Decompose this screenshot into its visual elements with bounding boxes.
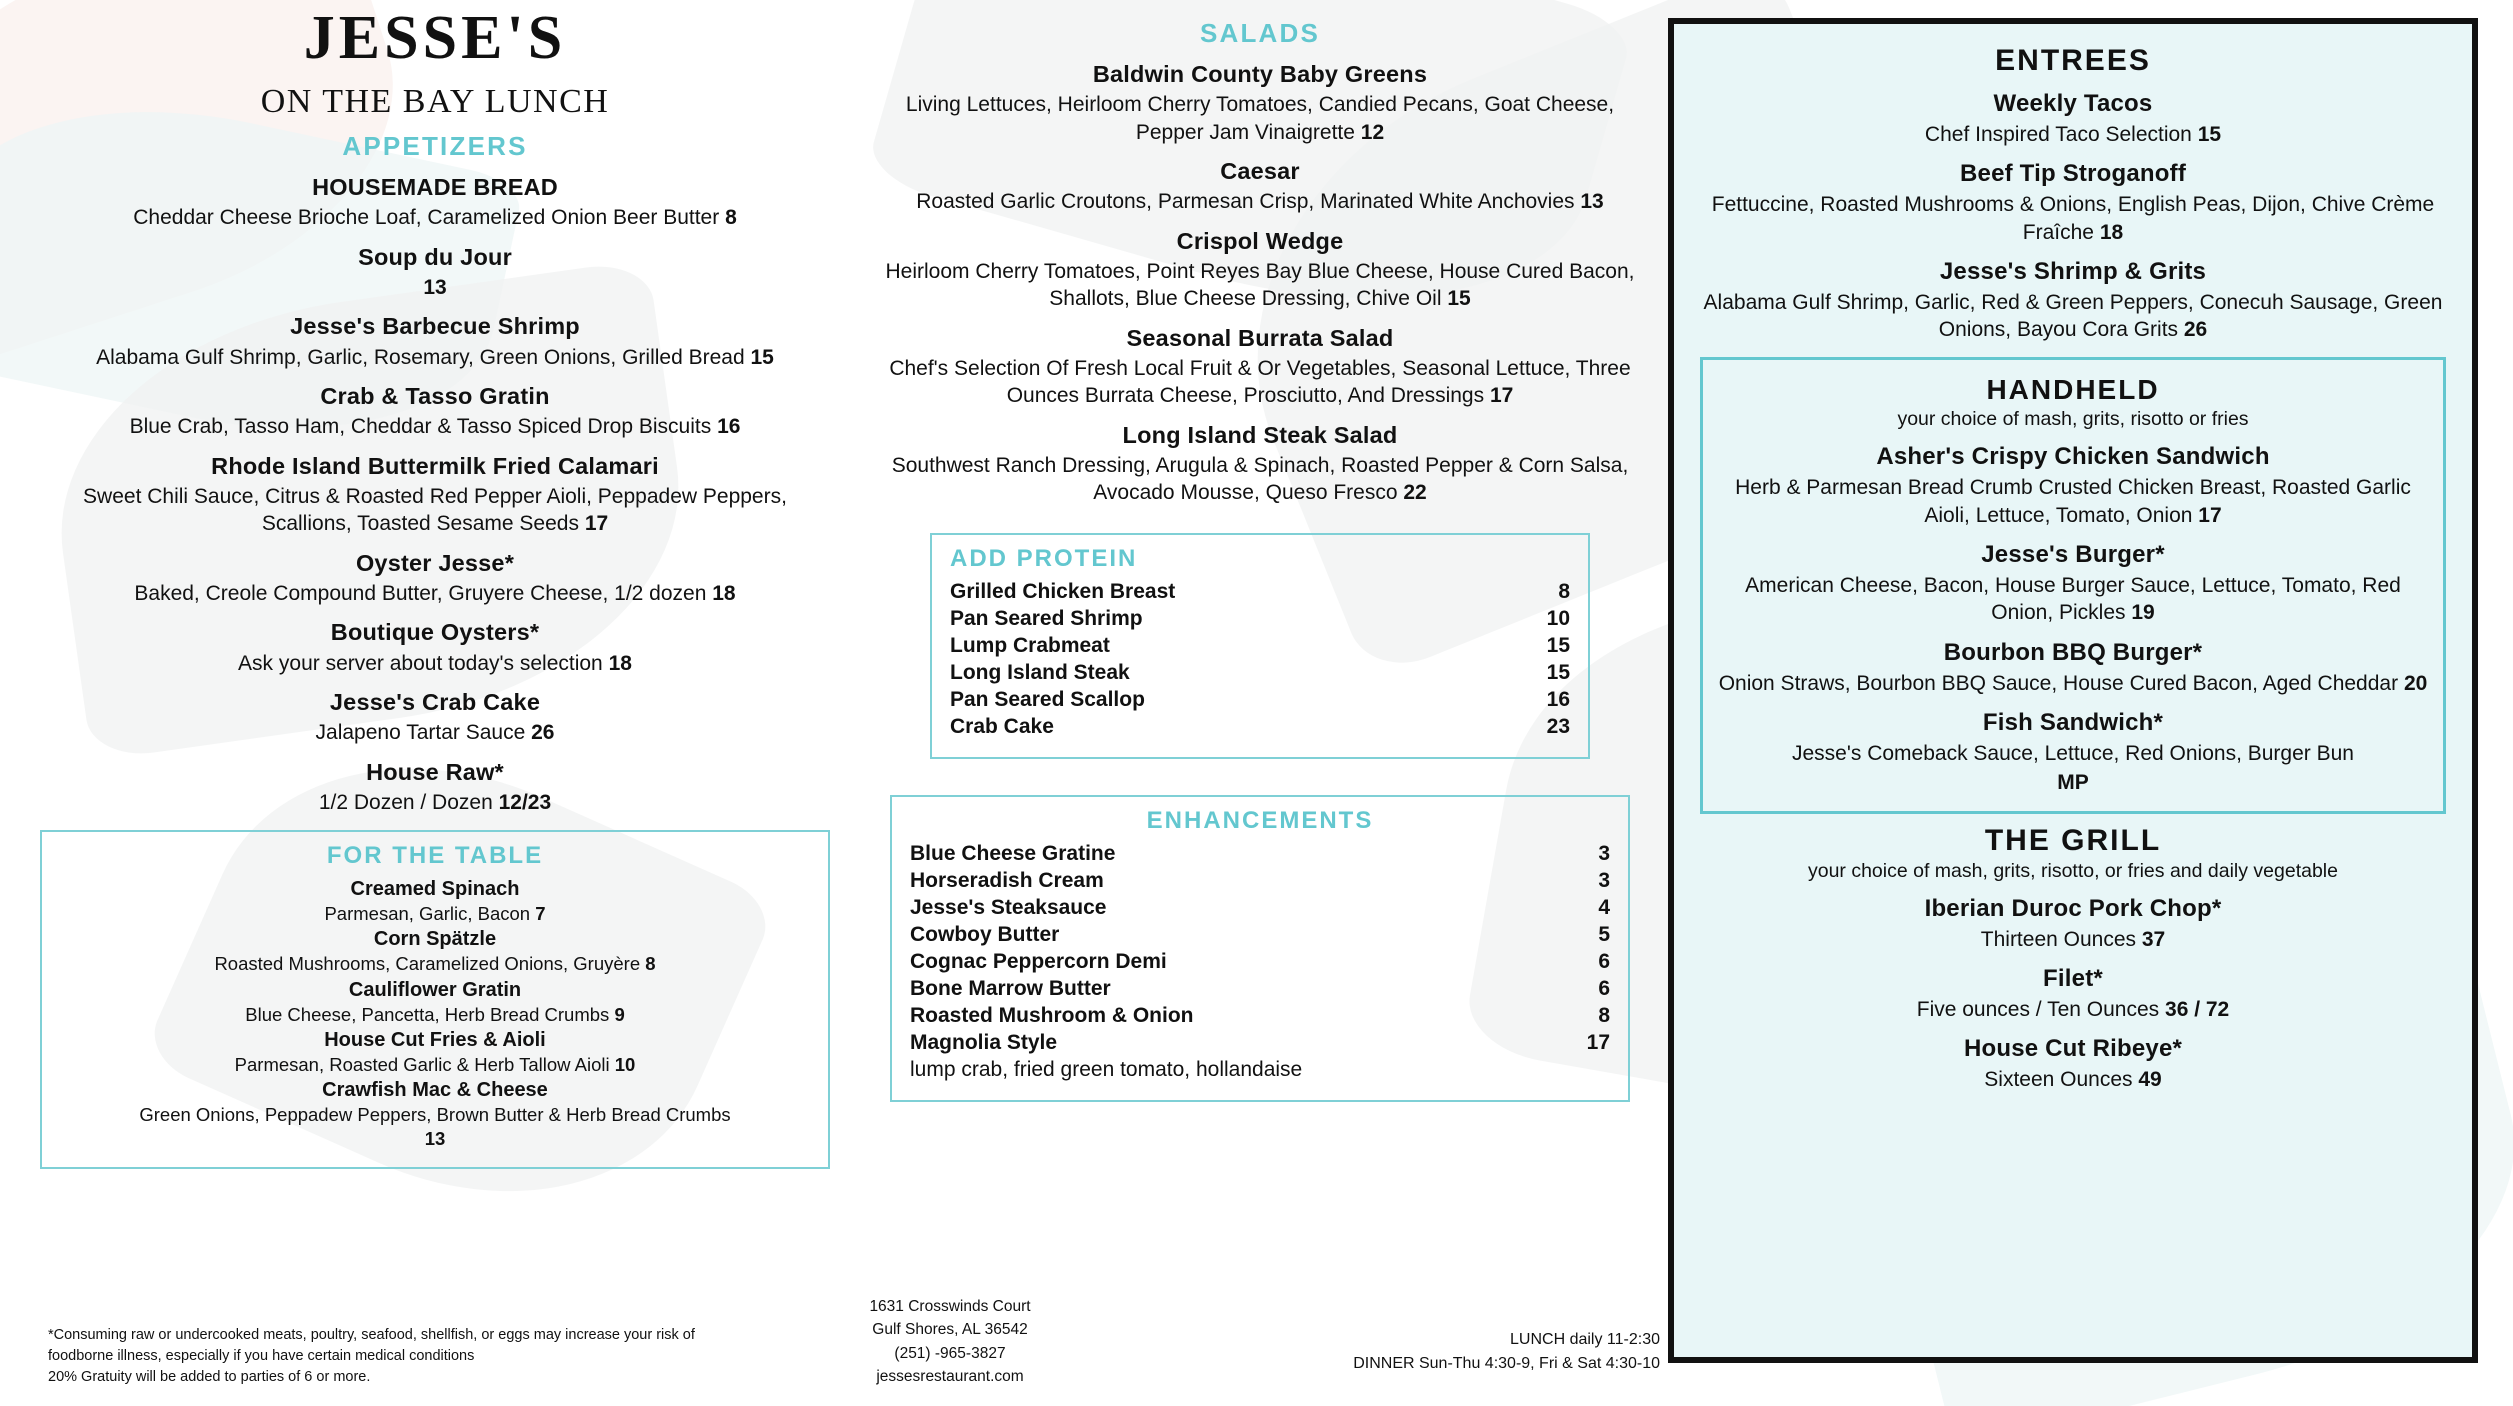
table-row: Magnolia Style 17: [910, 1031, 1610, 1055]
item-price: 17: [1489, 384, 1514, 408]
menu-item: [1700, 1034, 2446, 1093]
item-desc: Blue Crab, Tasso Ham, Cheddar & Tasso Spiced Drop Biscuits 16: [129, 415, 741, 439]
menu-item: [40, 312, 830, 371]
item-price: 15: [1447, 287, 1471, 311]
restaurant-name: JESSE'S: [303, 4, 567, 72]
item-name: House Cut Ribeye*: [1963, 1035, 2183, 1063]
salads-list: [880, 60, 1640, 507]
menu-item: [1700, 159, 2446, 246]
item-price: 12/23: [498, 791, 552, 815]
item-name: Weekly Tacos: [1993, 90, 2153, 117]
item-price: MP: [2057, 771, 2089, 795]
item-desc: Chef Inspired Taco Selection 15: [1924, 123, 2222, 146]
item-desc: Living Lettuces, Heirloom Cherry Tomatoes, Candied Pecans, Goat Cheese, Pepper Jam Vinaigrette 12: [905, 93, 1615, 144]
website-link[interactable]: jessesrestaurant.com: [876, 1367, 1024, 1385]
menu-item: [1700, 89, 2446, 148]
item-name: Boutique Oysters*: [330, 619, 540, 646]
item-desc: Chef's Selection Of Fresh Local Fruit & Or Vegetables, Seasonal Lettuce, Three Ounces Burrata Cheese, Prosciutto, And Dressings 17: [889, 356, 1631, 408]
item-price: 12: [1360, 120, 1385, 144]
menu-item: [880, 421, 1640, 507]
item-name: Soup du Jour: [358, 243, 512, 270]
table-row: Cowboy Butter 5: [910, 923, 1610, 947]
item-name: Crab & Tasso Gratin: [320, 383, 550, 410]
table-row: Cognac Peppercorn Demi 6: [910, 950, 1610, 974]
item-name: Jesse's Barbecue Shrimp: [290, 313, 580, 340]
menu-item: [40, 688, 830, 747]
item-desc: Sweet Chili Sauce, Citrus & Roasted Red Pepper Aioli, Peppadew Peppers, Scallions, Toasted Sesame Seeds 17: [83, 485, 787, 536]
menu-item: [40, 549, 830, 608]
item-name: Caesar: [1220, 157, 1300, 184]
item-name: Rhode Island Buttermilk Fried Calamari: [211, 452, 659, 479]
dinner-hours: DINNER Sun-Thu 4:30-9, Fri & Sat 4:30-10: [1353, 1355, 1660, 1372]
item-price: 15: [750, 345, 774, 369]
item-price: 13: [1580, 190, 1604, 214]
list-item: Crawfish Mac & Cheese Green Onions, Peppadew Peppers, Brown Butter & Herb Bread Crumbs 13: [139, 1078, 731, 1149]
appetizers-heading: APPETIZERS: [342, 131, 528, 162]
item-name: Jesse's Shrimp & Grits: [1939, 257, 2207, 285]
menu-item: [1717, 708, 2429, 797]
item-desc: Onion Straws, Bourbon BBQ Sauce, House Cured Bacon, Aged Cheddar 20: [1718, 671, 2428, 695]
item-price: 8: [725, 206, 737, 230]
item-price: 36 / 72: [2165, 997, 2230, 1021]
table-row: [910, 1057, 1610, 1084]
item-name: Fish Sandwich*: [1982, 708, 2164, 736]
grill-note: your choice of mash, grits, risotto, or fries and daily vegetable: [1807, 859, 2338, 882]
item-name: Oyster Jesse*: [355, 549, 515, 576]
item-name: House Raw*: [366, 758, 504, 785]
item-price: 22: [1403, 481, 1427, 505]
footer-disclaimer-block: [48, 1325, 748, 1388]
item-name: HOUSEMADE BREAD: [312, 174, 558, 201]
list-item: Corn Spätzle Roasted Mushrooms, Caramelized Onions, Gruyère 8: [214, 928, 656, 975]
item-desc: Jesse's Comeback Sauce, Lettuce, Red Onions, Burger Bun: [1792, 741, 2354, 765]
item-name: Filet*: [2043, 964, 2103, 992]
table-row: Blue Cheese Gratine 3: [910, 842, 1610, 866]
entrees-panel: [1668, 18, 2478, 1363]
add-protein-box: [930, 533, 1590, 759]
item-price: 16: [717, 415, 741, 439]
item-desc: Fettuccine, Roasted Mushrooms & Onions, English Peas, Dijon, Chive Crème Fraîche 18: [1711, 193, 2435, 244]
item-price: 19: [2131, 601, 2155, 625]
item-desc: Alabama Gulf Shrimp, Garlic, Rosemary, Green Onions, Grilled Bread 15: [96, 345, 774, 369]
menu-subtitle: ON THE BAY LUNCH: [260, 83, 610, 121]
item-desc: Heirloom Cherry Tomatoes, Point Reyes Bay Blue Cheese, House Cured Bacon, Shallots, Blue Cheese Dressing, Chive Oil 15: [885, 260, 1635, 311]
footer-hours-block: [1200, 1328, 1660, 1376]
menu-item: [880, 324, 1640, 410]
appetizers-list: [40, 173, 830, 816]
item-desc: Jalapeno Tartar Sauce 26: [315, 721, 555, 745]
enhancements-footnote: lump crab, fried green tomato, hollandaise: [910, 1058, 1303, 1082]
item-desc: 1/2 Dozen / Dozen 12/23: [318, 791, 552, 815]
item-name: Seasonal Burrata Salad: [1126, 324, 1394, 351]
item-desc: Thirteen Ounces 37: [1980, 927, 2166, 951]
left-column: [40, 0, 830, 1169]
address-line-2: Gulf Shores, AL 36542: [872, 1321, 1028, 1339]
list-item: Cauliflower Gratin Blue Cheese, Pancetta, Herb Bread Crumbs 9: [245, 978, 625, 1025]
item-desc: [40, 274, 830, 301]
menu-item: [40, 452, 830, 538]
item-desc: Sixteen Ounces 49: [1984, 1068, 2162, 1092]
table-row: Crab Cake 23: [950, 715, 1570, 739]
item-name: Jesse's Burger*: [1981, 541, 2165, 569]
item-price: 18: [712, 582, 736, 606]
table-row: Grilled Chicken Breast 8: [950, 580, 1570, 604]
menu-item: [40, 243, 830, 302]
list-item: House Cut Fries & Aioli Parmesan, Roasted Garlic & Herb Tallow Aioli 10: [234, 1028, 636, 1075]
enhancements-box: [890, 795, 1630, 1102]
phone-number[interactable]: (251) -965-3827: [894, 1344, 1006, 1362]
gratuity-text: 20% Gratuity will be added to parties of 6 or more.: [48, 1368, 371, 1385]
item-name: Crispol Wedge: [1176, 227, 1344, 254]
item-price: 13: [423, 276, 447, 300]
for-the-table-heading: FOR THE TABLE: [326, 842, 544, 870]
disclaimer-text: *Consuming raw or undercooked meats, poultry, seafood, shellfish, or eggs may increase your risk of foodborne illness, especially if you have certain medical conditions: [48, 1326, 695, 1364]
item-desc: Herb & Parmesan Bread Crumb Crusted Chicken Breast, Roasted Garlic Aioli, Lettuce, Tomato, Onion 17: [1735, 476, 2411, 527]
salads-heading: SALADS: [1199, 18, 1321, 48]
menu-item: [1717, 442, 2429, 529]
item-price: 49: [2138, 1068, 2162, 1092]
item-name: Asher's Crispy Chicken Sandwich: [1876, 443, 2270, 471]
table-row: Long Island Steak 15: [950, 661, 1570, 685]
item-name: Bourbon BBQ Burger*: [1943, 638, 2203, 666]
item-price: 17: [584, 512, 609, 536]
list-item: Creamed Spinach Parmesan, Garlic, Bacon 7: [324, 878, 546, 925]
right-column: [1668, 18, 2478, 1363]
menu-item: [880, 60, 1640, 146]
address-line-1: 1631 Crosswinds Court: [869, 1298, 1031, 1315]
handheld-heading: HANDHELD: [1986, 374, 2160, 406]
menu-item: [1717, 638, 2429, 697]
enhancements-table: [910, 841, 1610, 1084]
item-desc: Ask your server about today's selection 18: [238, 651, 632, 675]
menu-item: [1700, 894, 2446, 953]
item-price: 18: [2099, 220, 2124, 244]
table-row: Roasted Mushroom & Onion 8: [910, 1004, 1610, 1028]
item-price: 15: [2197, 123, 2222, 146]
item-price: 18: [608, 651, 632, 675]
item-price: 26: [2183, 318, 2208, 342]
menu-item: [40, 758, 830, 817]
item-desc: Baked, Creole Compound Butter, Gruyere Cheese, 1/2 dozen 18: [134, 582, 736, 606]
item-name: Jesse's Crab Cake: [329, 689, 541, 716]
item-price: 26: [531, 721, 555, 745]
item-price: 20: [2403, 671, 2428, 695]
lunch-hours: LUNCH daily 11-2:30: [1510, 1331, 1660, 1348]
item-price: 17: [2198, 503, 2222, 527]
item-desc: Alabama Gulf Shrimp, Garlic, Red & Green Peppers, Conecuh Sausage, Green Onions, Bayou Cora Grits 26: [1703, 290, 2443, 342]
menu-item: [40, 173, 830, 232]
handheld-note: your choice of mash, grits, risotto or fries: [1897, 408, 2249, 431]
menu-item: [40, 382, 830, 441]
menu-item: [1700, 257, 2446, 344]
item-name: Beef Tip Stroganoff: [1959, 160, 2187, 188]
item-desc: Roasted Garlic Croutons, Parmesan Crisp, Marinated White Anchovies 13: [916, 190, 1604, 214]
table-row: Horseradish Cream 3: [910, 869, 1610, 893]
add-protein-heading: ADD PROTEIN: [950, 544, 1138, 572]
for-the-table-box: [40, 830, 830, 1168]
table-row: Lump Crabmeat 15: [950, 634, 1570, 658]
middle-column: [880, 0, 1640, 1102]
menu-item: [1717, 540, 2429, 627]
table-row: Pan Seared Scallop 16: [950, 688, 1570, 712]
item-name: Iberian Duroc Pork Chop*: [1924, 894, 2222, 922]
menu-item: [40, 618, 830, 677]
add-protein-table: [950, 579, 1570, 741]
entrees-heading: ENTREES: [1995, 44, 2151, 77]
item-price: 37: [2141, 927, 2166, 951]
enhancements-heading: ENHANCEMENTS: [1146, 806, 1374, 834]
table-row: Bone Marrow Butter 6: [910, 977, 1610, 1001]
item-name: Long Island Steak Salad: [1122, 421, 1398, 448]
item-desc: American Cheese, Bacon, House Burger Sauce, Lettuce, Tomato, Red Onion, Pickles 19: [1745, 574, 2401, 625]
item-desc: Southwest Ranch Dressing, Arugula & Spinach, Roasted Pepper & Corn Salsa, Avocado Mousse, Queso Fresco 22: [891, 453, 1629, 505]
table-row: Pan Seared Shrimp 10: [950, 607, 1570, 631]
item-desc: Five ounces / Ten Ounces 36 / 72: [1916, 997, 2230, 1021]
item-desc: Cheddar Cheese Brioche Loaf, Caramelized Onion Beer Butter 8: [133, 206, 737, 230]
handheld-box: [1700, 357, 2446, 813]
footer-contact-block: [740, 1295, 1160, 1388]
table-row: Jesse's Steaksauce 4: [910, 896, 1610, 920]
grill-heading: THE GRILL: [1984, 823, 2162, 857]
item-name: Baldwin County Baby Greens: [1092, 61, 1428, 87]
menu-item: [880, 157, 1640, 216]
menu-item: [1700, 964, 2446, 1023]
menu-item: [880, 227, 1640, 313]
